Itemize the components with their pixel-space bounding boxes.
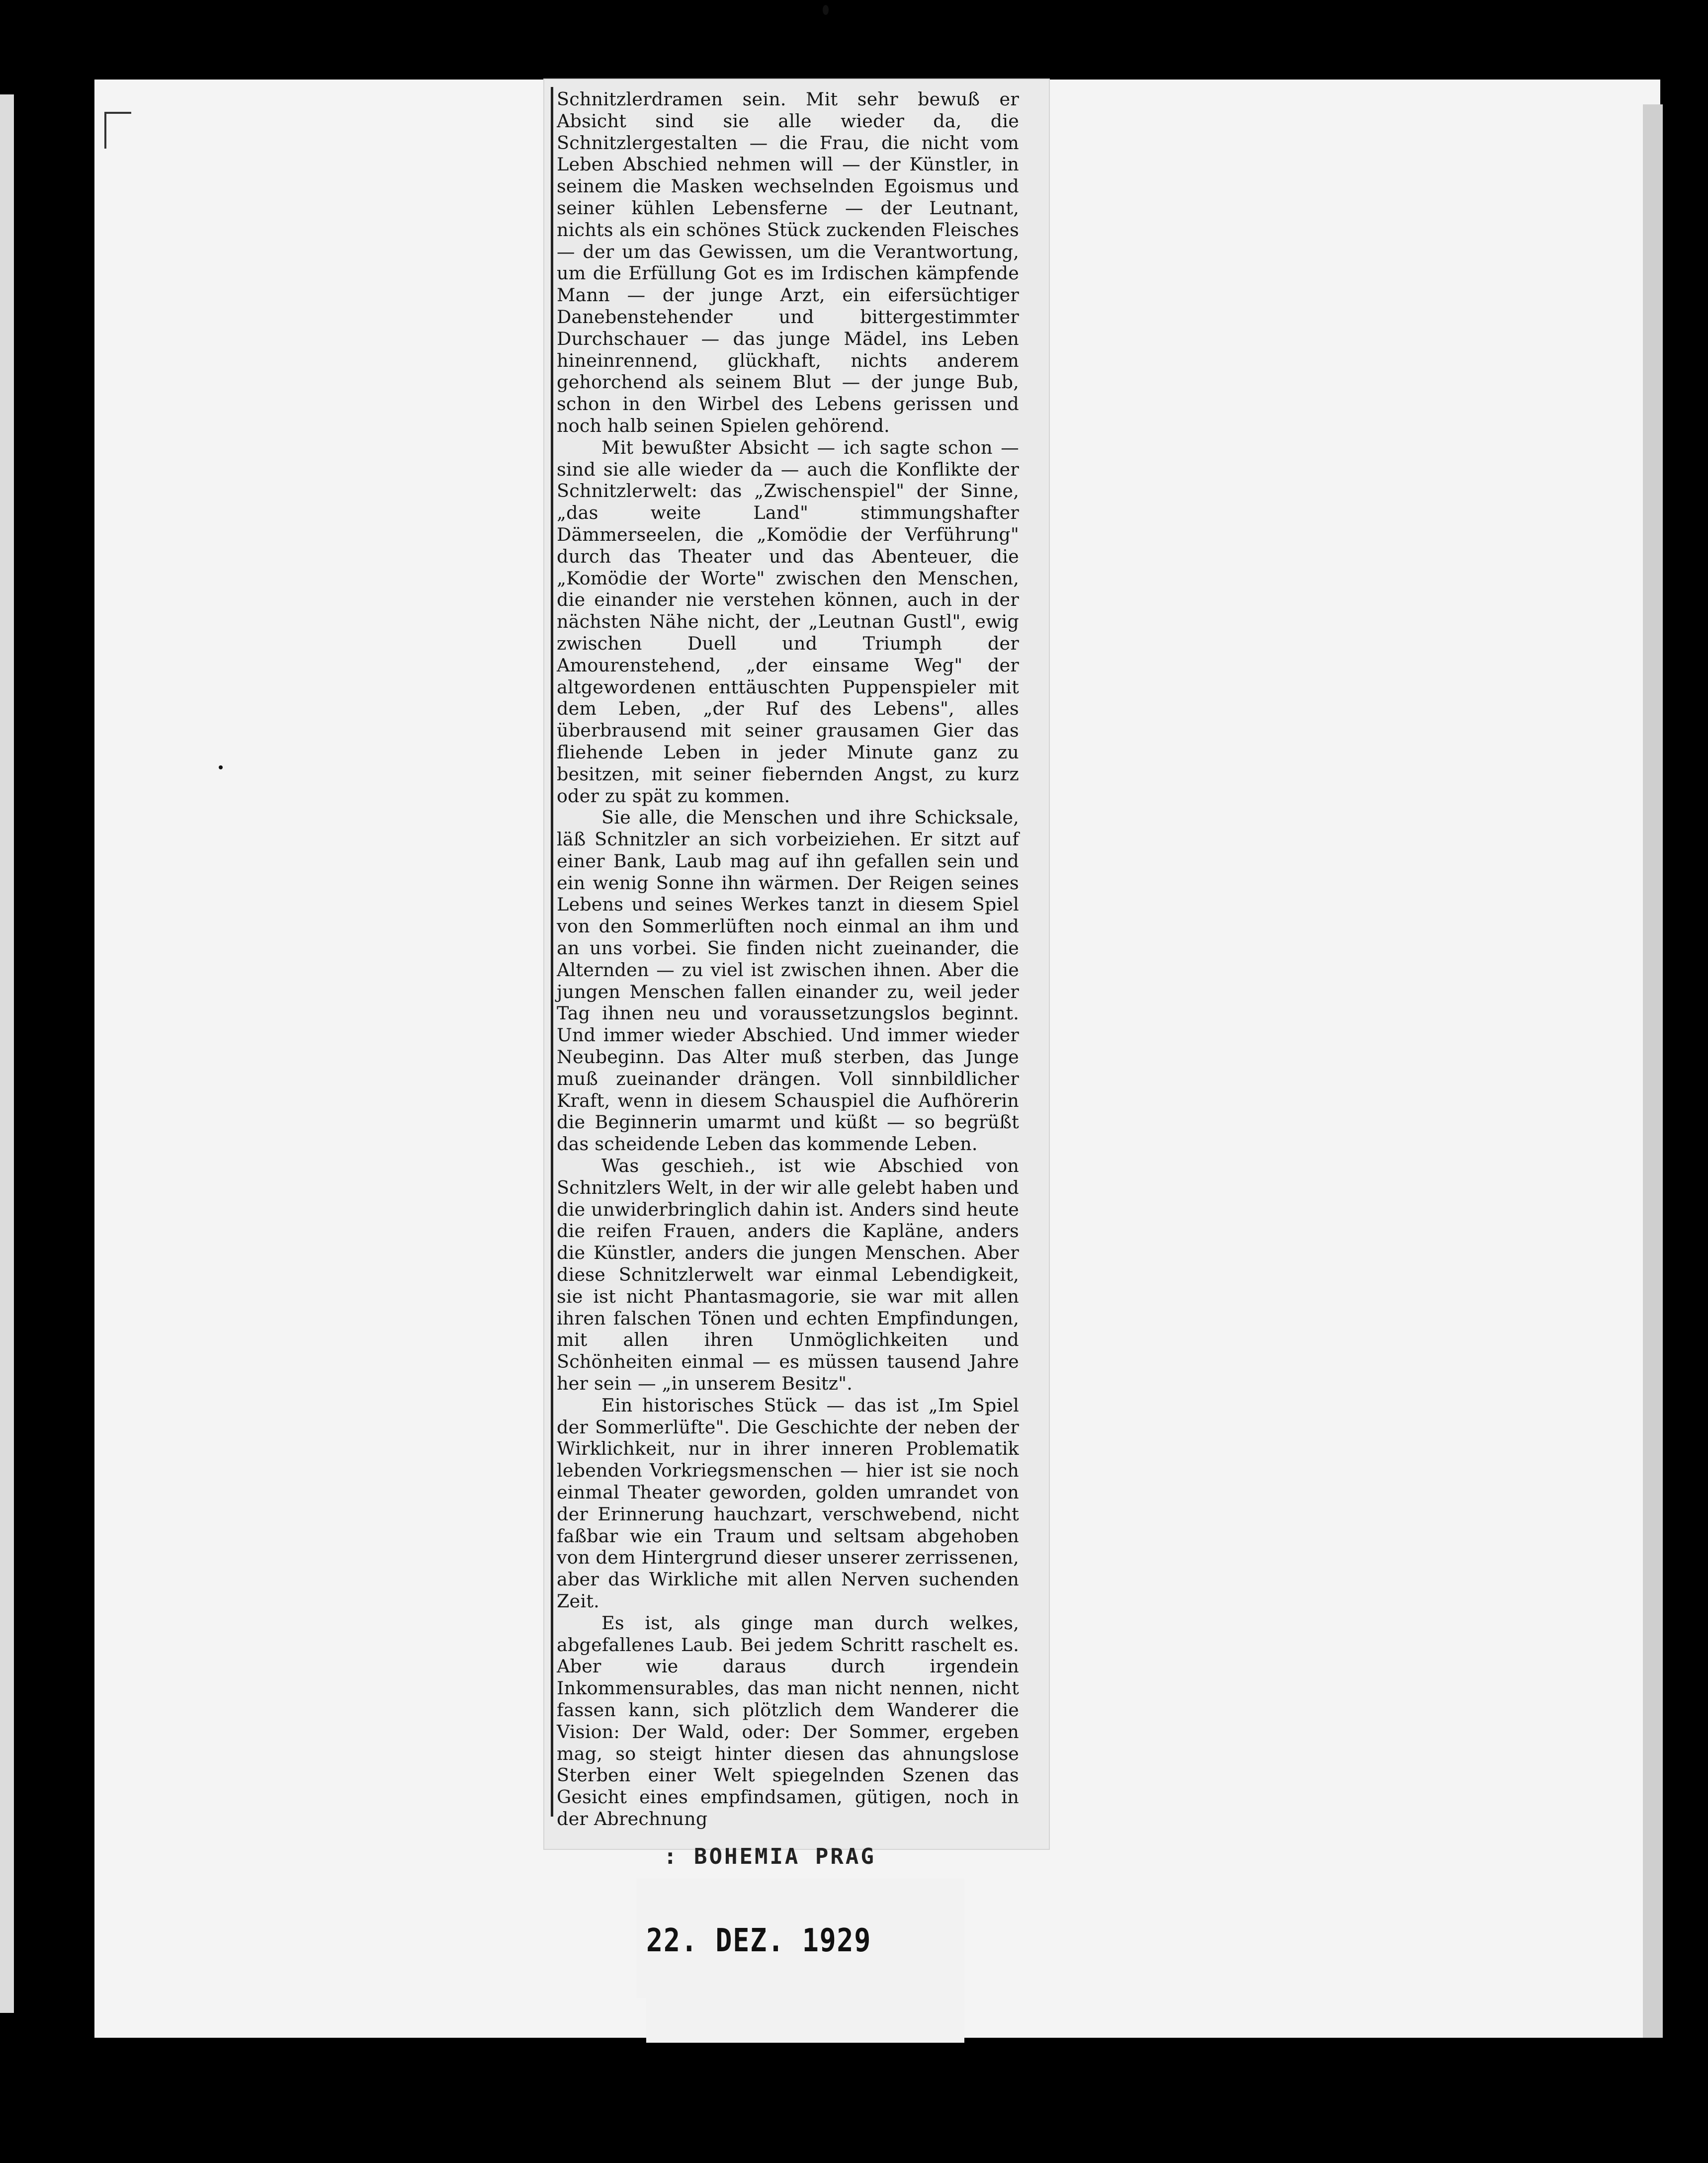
paragraph-3: Sie alle, die Menschen und ihre Schicksale, läß Schnitzler an sich vorbeiziehen. Er sitzt auf einer Bank, Laub mag auf ihn gefallen sein und ein wenig Sonne ihn wärmen. Der Reigen seines Lebens und seines Werkes tanzt in diesem Spiel von den Sommerlüften noch einmal an ihm und an uns vorbei. Sie finden nicht zueinander, die Alternden — zu viel ist zwischen ihnen. Aber die jungen Menschen fallen einander zu, weil jeder Tag ihnen neu und voraussetzungslos beginnt. Und immer wieder Abschied. Und immer wieder Neubeginn. Das Alter muß sterben, das Junge muß zueinander drängen. Voll sinnbildlicher Kraft, wenn in diesem Schauspiel die Aufhörerin die Beginnerin umarmt und küßt — so begrüßt das scheidende Leben das kommende Leben.	[557, 807, 1019, 1155]
paragraph-6: Es ist, als ginge man durch welkes, abgefallenes Laub. Bei jedem Schritt raschelt es. Aber wie daraus durch irgendein Inkommensurables, das man nicht nennen, nicht fassen kann, sich plötzlich dem Wanderer die Vision: Der Wald, oder: Der Sommer, ergeben mag, so steigt hinter diesen das ahnungslose Sterben einer Welt spiegelnden Szenen das Gesicht eines empfindsamen, gütigen, noch in der Abrechnung	[557, 1612, 1019, 1830]
scan-speck	[823, 5, 829, 15]
date-stamp: 22. DEZ. 1929	[646, 1922, 872, 1959]
paragraph-2: Mit bewußter Absicht — ich sagte schon — sind sie alle wieder da — auch die Konflikte der Schnitzlerwelt: das „Zwischenspiel" der Sinne, „das weite Land" stimmungshafter Dämmerseelen, die „Komödie der Verführung" durch das Theater und das Abenteuer, die „Komödie der Worte" zwischen den Menschen, die einander nie verstehen können, auch in der nächsten Nähe nicht, der „Leutnan Gustl", ewig zwischen Duell und Triumph der Amourenstehend, „der einsame Weg" der altgewordenen enttäuschten Puppenspieler mit dem Leben, „der Ruf des Lebens", alles überbrausend mit seiner grausamen Gier das fliehende Leben in jeder Minute ganz zu besitzen, mit seiner fiebernden Angst, zu kurz oder zu spät zu kommen.	[557, 436, 1019, 807]
paragraph-4: Was geschieh., ist wie Abschied von Schnitzlers Welt, in der wir alle gelebt haben und die unwiderbringlich dahin ist. Anders sind heute die reifen Frauen, anders die Kapläne, anders die Künstler, anders die jungen Menschen. Aber diese Schnitzlerwelt war einmal Lebendigkeit, sie ist nicht Phantasmagorie, sie war mit allen ihren falschen Tönen und echten Empfindungen, mit allen ihren Unmöglichkeiten und Schönheiten einmal — es müssen tausend Jahre her sein — „in unserem Besitz".	[557, 1155, 1019, 1395]
source-stamp: : BOHEMIA PRAG	[664, 1844, 876, 1869]
paragraph-1: Schnitzlerdramen sein. Mit sehr bewuß er Absicht sind sie alle wieder da, die Schnitzlergestalten — die Frau, die nicht vom Leben Abschied nehmen will — der Künstler, in seinem die Masken wechselnden Egoismus und seiner kühlen Lebensferne — der Leutnant, nichts als ein schönes Stück zuckenden Fleisches — der um das Gewissen, um die Verantwortung, um die Erfüllung Got es im Irdischen kämpfende Mann — der junge Arzt, ein eifersüchtiger Danebenstehender und bittergestimmter Durchschauer — das junge Mädel, ins Leben hineinrennend, glückhaft, nichts anderem gehorchend als seinem Blut — der junge Bub, schon in den Wirbel des Lebens gerissen und noch halb seinen Spielen gehörend.	[557, 88, 1019, 436]
column-rule	[551, 87, 553, 1817]
sheet-edge-shadow	[1643, 104, 1663, 2038]
clipping-text	[557, 88, 1019, 1830]
corner-mark	[104, 112, 131, 149]
paragraph-5: Ein historisches Stück — das ist „Im Spiel der Sommerlüfte". Die Geschichte der neben der Wirklichkeit, nur in ihrer inneren Problematik lebenden Vorkriegsmenschen — hier ist sie noch einmal Theater geworden, golden umrandet von der Erinnerung hauchzart, verschwebend, nicht faßbar wie ein Traum und seltsam abgehoben von dem Hintergrund dieser unserer zerrissenen, aber das Wirkliche mit allen Nerven suchenden Zeit.	[557, 1394, 1019, 1612]
stamp-paper-lower	[646, 1988, 964, 2043]
scan-speck	[219, 765, 223, 769]
scanner-edge-strip	[0, 94, 14, 2013]
